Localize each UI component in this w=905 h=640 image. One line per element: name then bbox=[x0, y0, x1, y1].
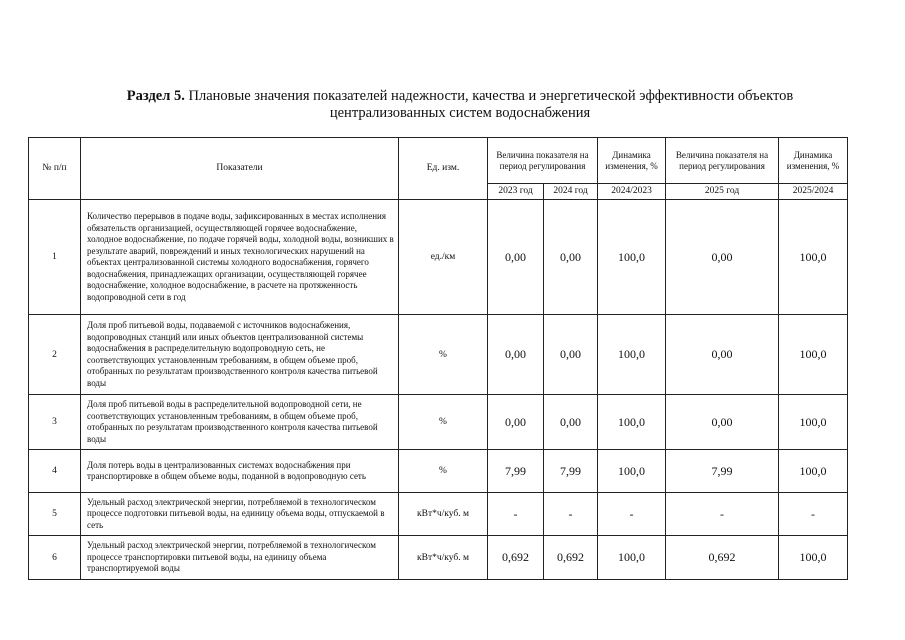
row-dynamics-1: 100,0 bbox=[598, 395, 666, 450]
section-title-text: Плановые значения показателей надежности, качества и энергетической эффективности объектов bbox=[188, 88, 794, 104]
row-value-2024: 0,00 bbox=[544, 395, 598, 450]
header-value-group-1: Величина показателя на период регулирования bbox=[488, 138, 598, 184]
row-value-2023: 0,00 bbox=[488, 395, 544, 450]
header-indicator: Показатели bbox=[81, 138, 399, 200]
table-row bbox=[29, 536, 848, 580]
table-row bbox=[29, 200, 848, 315]
row-unit: % bbox=[399, 395, 488, 450]
section-title-line2: централизованных систем водоснабжения bbox=[329, 105, 591, 121]
row-dynamics-1: - bbox=[598, 493, 666, 536]
row-indicator: Количество перерывов в подаче воды, зафиксированных в местах исполнения обязательств организацией, осуществляющей горячее водоснабжение, холодное водоснабжение, по подаче горячей воды, холодной воды, возникших в результате аварий, повреждений и иных технологических нарушений на объектах централизованной системы холодного водоснабжения, горячего водоснабжения, принадлежащих организации, осуществляющей горячее водоснабжение, холодное водоснабжение, в расчете на протяженность водопроводной сети в год bbox=[81, 200, 399, 315]
header-unit: Ед. изм. bbox=[399, 138, 488, 200]
row-dynamics-1: 100,0 bbox=[598, 536, 666, 580]
row-value-2024: 0,692 bbox=[544, 536, 598, 580]
header-num: № п/п bbox=[29, 138, 81, 200]
row-num: 2 bbox=[29, 315, 81, 395]
table-row bbox=[29, 315, 848, 395]
row-num: 4 bbox=[29, 450, 81, 493]
row-value-2024: 0,00 bbox=[544, 200, 598, 315]
row-value-2024: - bbox=[544, 493, 598, 536]
table-row bbox=[29, 395, 848, 450]
row-value-2024: 0,00 bbox=[544, 315, 598, 395]
row-unit: % bbox=[399, 315, 488, 395]
row-indicator: Доля проб питьевой воды в распределительной водопроводной сети, не соответствующих установленным требованиям, в общем объеме проб, отобранных по результатам производственного контроля качества питьевой воды bbox=[81, 395, 399, 450]
table-row bbox=[29, 450, 848, 493]
row-num: 5 bbox=[29, 493, 81, 536]
header-dynamics-2: Динамика изменения, % bbox=[779, 138, 848, 184]
row-num: 3 bbox=[29, 395, 81, 450]
table-row bbox=[29, 493, 848, 536]
row-value-2025: 7,99 bbox=[666, 450, 779, 493]
row-unit: кВт*ч/куб. м bbox=[399, 493, 488, 536]
header-value-group-2: Величина показателя на период регулирования bbox=[666, 138, 779, 184]
row-value-2025: 0,00 bbox=[666, 200, 779, 315]
row-dynamics-1: 100,0 bbox=[598, 315, 666, 395]
row-dynamics-2: 100,0 bbox=[779, 536, 848, 580]
row-value-2024: 7,99 bbox=[544, 450, 598, 493]
row-indicator: Доля потерь воды в централизованных системах водоснабжения при транспортировке в общем объеме воды, поданной в водопроводную сеть bbox=[81, 450, 399, 493]
row-num: 6 bbox=[29, 536, 81, 580]
row-unit: % bbox=[399, 450, 488, 493]
row-indicator: Удельный расход электрической энергии, потребляемой в технологическом процессе подготовки питьевой воды, на единицу объема воды, отпускаемой в сеть bbox=[81, 493, 399, 536]
header-year-2024: 2024 год bbox=[544, 184, 598, 200]
row-value-2025: 0,692 bbox=[666, 536, 779, 580]
row-dynamics-2: - bbox=[779, 493, 848, 536]
section-title-bold: Раздел 5. bbox=[126, 88, 185, 104]
header-year-2025: 2025 год bbox=[666, 184, 779, 200]
row-indicator: Удельный расход электрической энергии, потребляемой в технологическом процессе транспортировки питьевой воды, на единицу объема транспортируемой воды bbox=[81, 536, 399, 580]
header-dynamics-1: Динамика изменения, % bbox=[598, 138, 666, 184]
row-value-2023: - bbox=[488, 493, 544, 536]
row-num: 1 bbox=[29, 200, 81, 315]
row-value-2025: 0,00 bbox=[666, 315, 779, 395]
section-title bbox=[100, 88, 820, 122]
row-indicator: Доля проб питьевой воды, подаваемой с источников водоснабжения, водопроводных станций или иных объектов централизованной системы водоснабжения в распределительную водопроводную сеть, не соответствующих установленным требованиям, в общем объеме проб, отобранных по результатам производственного контроля качества питьевой воды bbox=[81, 315, 399, 395]
indicators-table bbox=[28, 137, 848, 580]
row-value-2023: 0,00 bbox=[488, 315, 544, 395]
row-dynamics-1: 100,0 bbox=[598, 200, 666, 315]
header-dynamics-1-period: 2024/2023 bbox=[598, 184, 666, 200]
header-dynamics-2-period: 2025/2024 bbox=[779, 184, 848, 200]
row-dynamics-2: 100,0 bbox=[779, 200, 848, 315]
row-value-2023: 7,99 bbox=[488, 450, 544, 493]
row-dynamics-2: 100,0 bbox=[779, 450, 848, 493]
row-unit: ед./км bbox=[399, 200, 488, 315]
row-value-2023: 0,692 bbox=[488, 536, 544, 580]
row-value-2025: - bbox=[666, 493, 779, 536]
row-value-2025: 0,00 bbox=[666, 395, 779, 450]
header-row-1 bbox=[29, 138, 848, 184]
row-dynamics-1: 100,0 bbox=[598, 450, 666, 493]
header-year-2023: 2023 год bbox=[488, 184, 544, 200]
row-value-2023: 0,00 bbox=[488, 200, 544, 315]
row-unit: кВт*ч/куб. м bbox=[399, 536, 488, 580]
row-dynamics-2: 100,0 bbox=[779, 395, 848, 450]
row-dynamics-2: 100,0 bbox=[779, 315, 848, 395]
